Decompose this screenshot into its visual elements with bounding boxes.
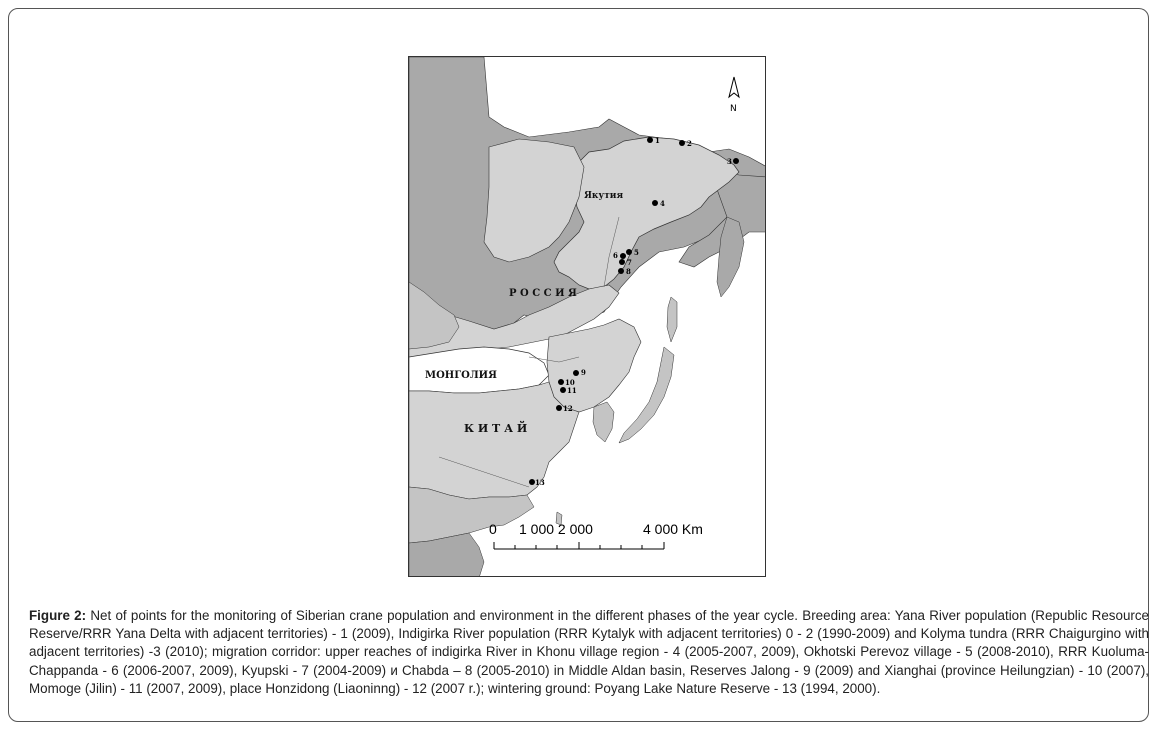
point-3: [733, 158, 739, 164]
scale-zero: 0: [489, 521, 497, 537]
point-1: [647, 137, 653, 143]
caption-text: Net of points for the monitoring of Siberian crane population and environment in the different phases of the year cycle. Breeding area: Yana River population (Republic Resource Reserve/RRR Yana Delta with adjacent territories) - 1 (2009), Indigirka River population (RRR Kytalyk with adjacent territories) 0 - 2 (1990-2009) and Kolyma tundra (RRR Chaigurgino with adjacent territories) -3 (2010); migration corridor: upper reaches of indigirka River in Khonu village region - 4 (2005-2007, 2009), Okhotski Perevoz village - 5 (2008-2010), RRR Kuoluma-Chappanda - 6 (2006-2007, 2009), Kyupski - 7 (2004-2009) и Chabda – 8 (2005-2010) in Middle Aldan basin, Reserves Jalong - 9 (2009) and Xianghai (province Heilungzian) - 10 (2007), Momoge (Jilin) - 11 (2007, 2009), place Honzidong (Liaoninng) - 12 (2007 r.); wintering ground: Poyang Lake Nature Reserve - 13 (1994, 2000).: [29, 608, 1149, 696]
point-label-10: 10: [565, 378, 575, 387]
china-label: К И Т А Й: [464, 422, 528, 435]
point-label-6: 6: [613, 251, 618, 260]
china-region: [409, 382, 579, 499]
scale-far: 4 000 Km: [643, 521, 703, 537]
point-4: [652, 200, 658, 206]
yakutia-label: Якутия: [584, 191, 624, 201]
point-label-11: 11: [567, 386, 577, 395]
map-figure: [408, 56, 766, 577]
point-label-9: 9: [581, 368, 586, 377]
point-label-1: 1: [655, 136, 660, 145]
north-arrow: [729, 77, 739, 114]
point-label-4: 4: [660, 199, 665, 208]
point-label-8: 8: [626, 267, 631, 276]
point-5: [626, 249, 632, 255]
map-svg: [409, 57, 766, 577]
point-7: [619, 259, 625, 265]
point-label-5: 5: [634, 248, 639, 257]
caption-label: Figure 2:: [29, 608, 87, 623]
figure-frame: [8, 8, 1149, 722]
point-11: [560, 387, 566, 393]
scale-bar: [489, 521, 703, 549]
point-label-3: 3: [727, 157, 732, 166]
point-label-2: 2: [687, 139, 692, 148]
point-8: [618, 268, 624, 274]
russia-label: Р О С С И Я: [509, 288, 577, 299]
point-6: [620, 253, 626, 259]
north-label: N: [730, 104, 737, 114]
korea-peninsula: [593, 402, 614, 442]
point-label-13: 13: [535, 478, 545, 487]
point-2: [679, 140, 685, 146]
point-9: [573, 370, 579, 376]
sakhalin-island: [667, 297, 677, 342]
point-label-12: 12: [563, 404, 573, 413]
point-10: [558, 379, 564, 385]
scale-mid: 1 000 2 000: [519, 521, 593, 537]
figure-caption: [29, 607, 1149, 698]
point-label-7: 7: [627, 258, 632, 267]
point-12: [556, 405, 562, 411]
mongolia-label: МОНГОЛИЯ: [425, 370, 497, 381]
